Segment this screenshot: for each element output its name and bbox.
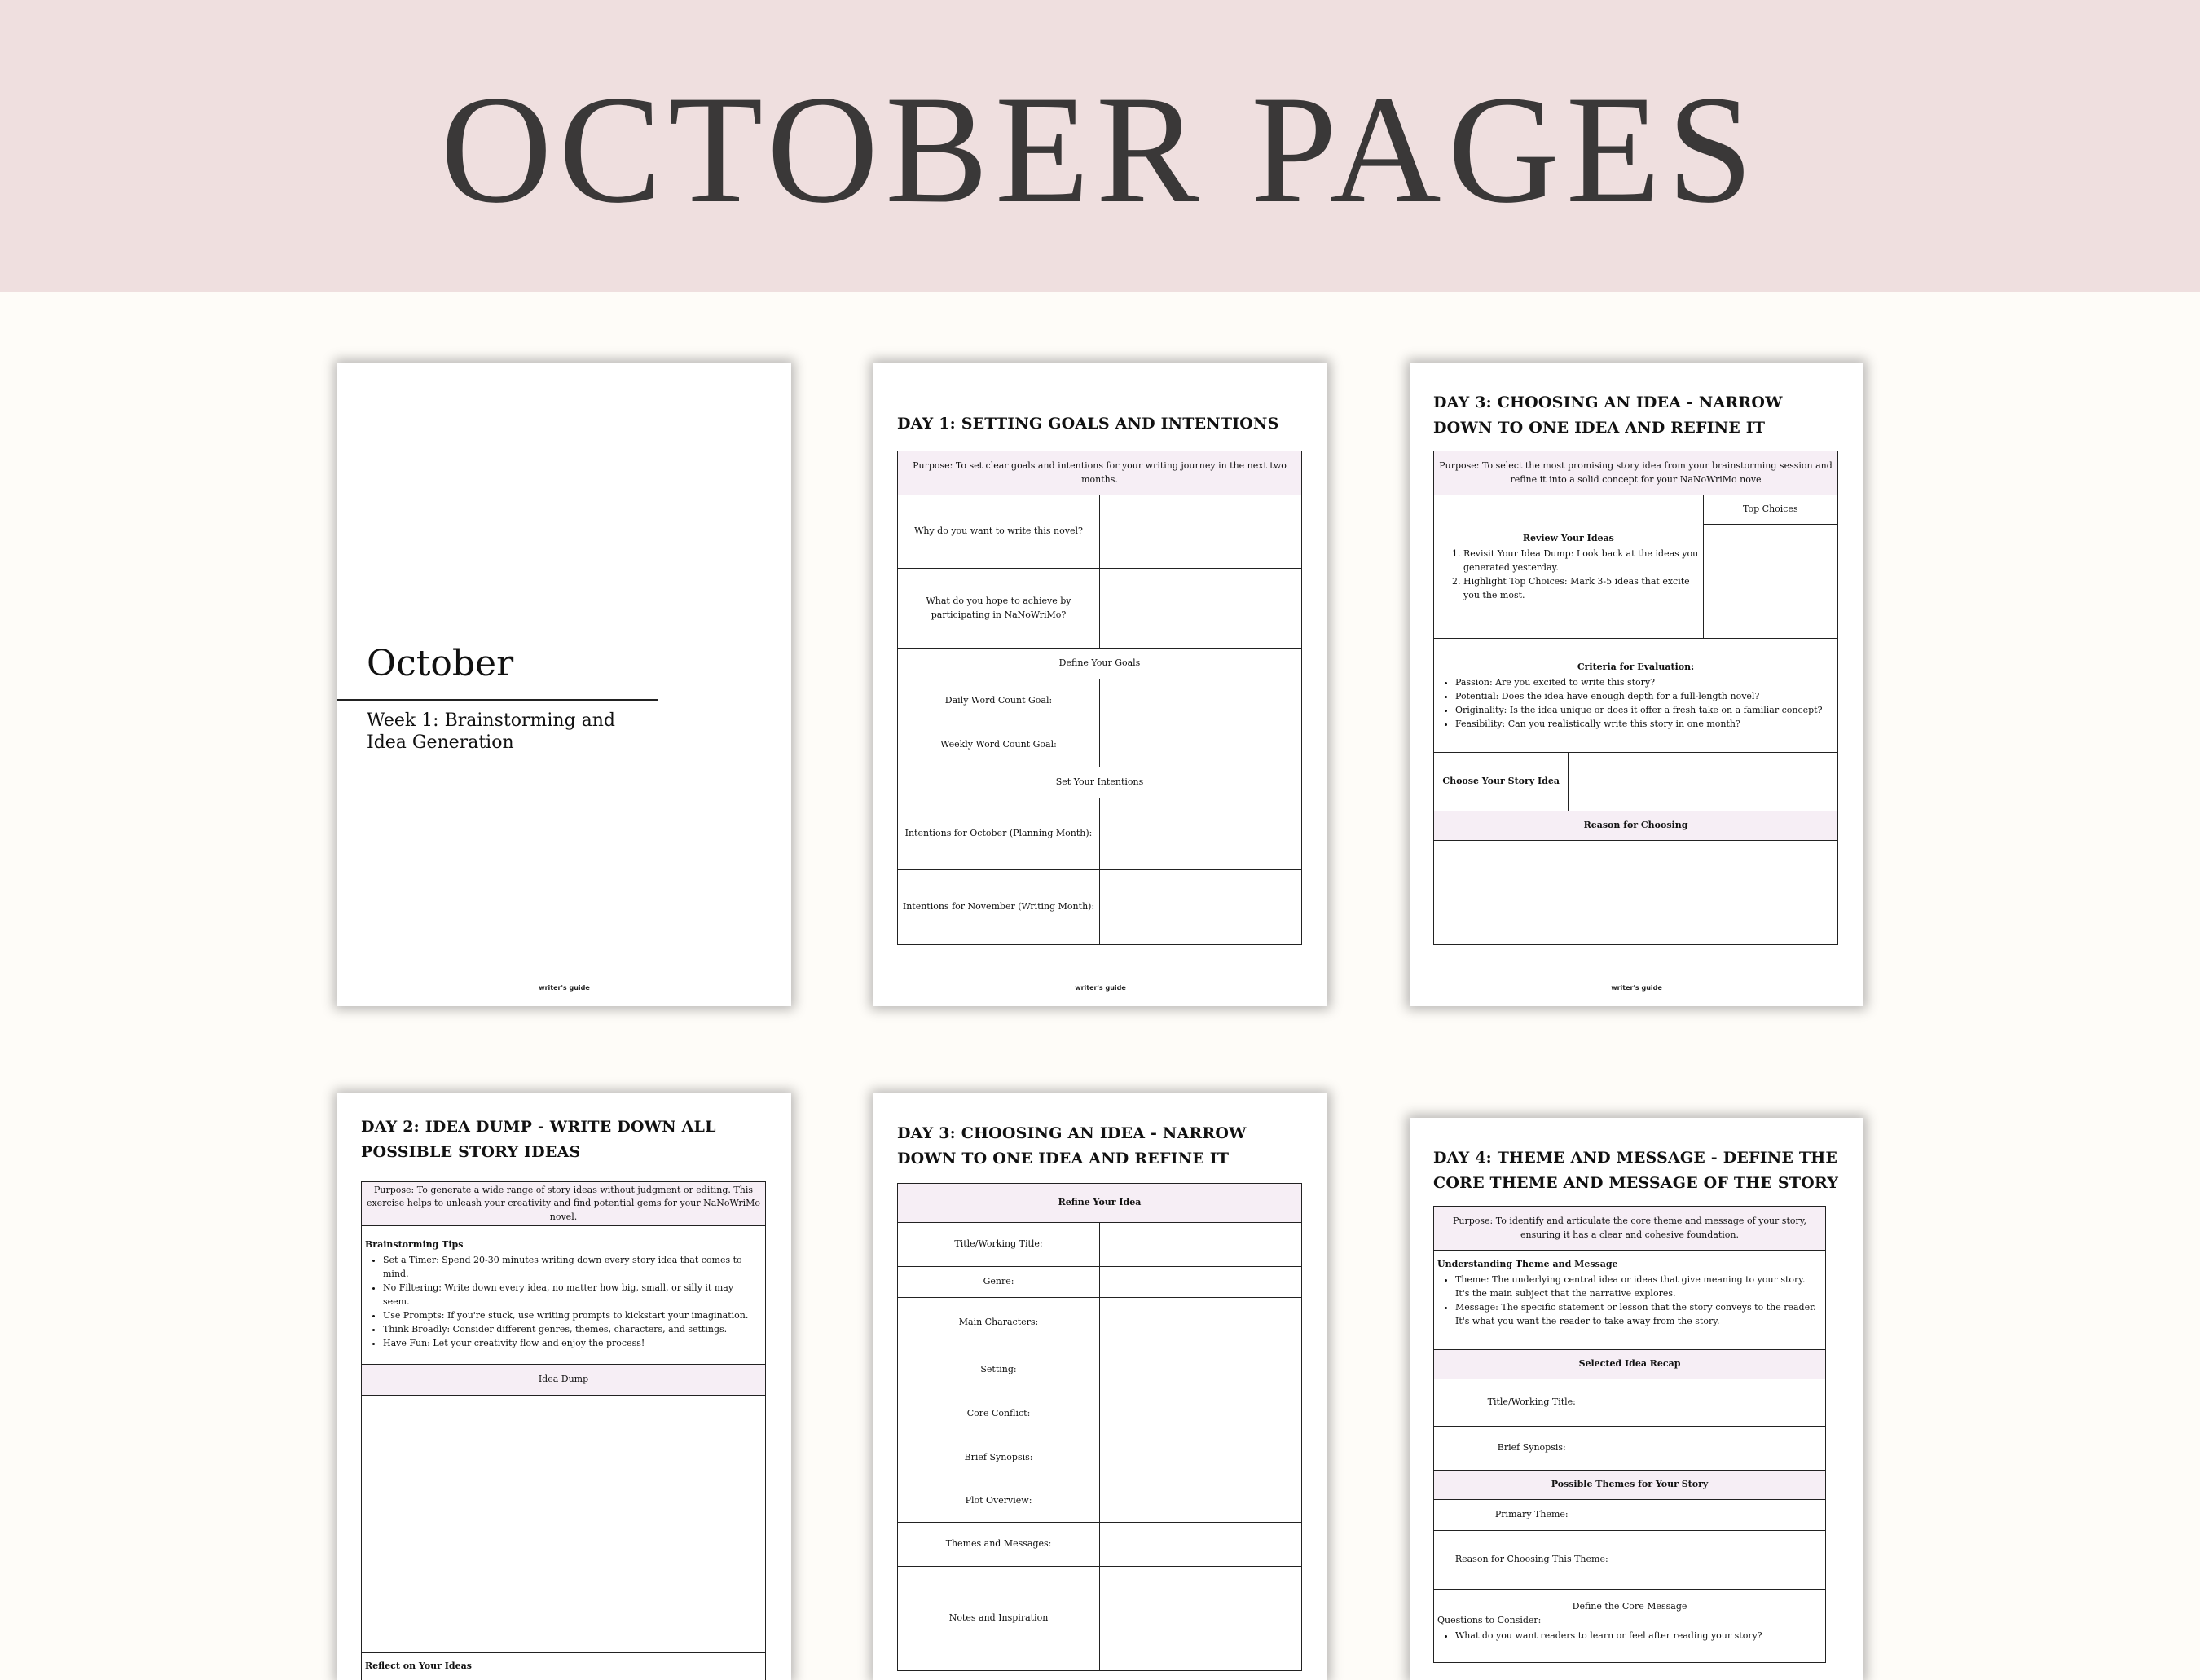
characters-label: Main Characters: — [898, 1298, 1100, 1348]
review-ideas-cell — [1434, 495, 1704, 639]
page-footer: writer's guide — [1410, 984, 1863, 992]
day1-hope-field[interactable] — [1100, 569, 1302, 649]
questions-label: Questions to Consider: — [1437, 1613, 1822, 1627]
primary-theme-field[interactable] — [1630, 1500, 1826, 1531]
theme-reason-label: Reason for Choosing This Theme: — [1434, 1531, 1630, 1590]
review-ideas-heading: Review Your Ideas — [1437, 531, 1700, 545]
list-item: • Potential: Does the idea have enough depth for a full-length novel? — [1455, 689, 1834, 703]
day1-worksheet — [897, 451, 1302, 945]
october-intentions-label: Intentions for October (Planning Month): — [898, 798, 1100, 870]
tips-cell — [362, 1226, 766, 1365]
list-item: 2. Highlight Top Choices: Mark 3-5 ideas that excite you the most. — [1463, 574, 1700, 602]
understanding-list — [1437, 1273, 1822, 1328]
core-message-heading: Define the Core Message — [1437, 1599, 1822, 1613]
conflict-field[interactable] — [1100, 1392, 1302, 1436]
day1-title: DAY 1: SETTING GOALS AND INTENTIONS — [897, 411, 1307, 437]
day3a-title: DAY 3: CHOOSING AN IDEA - NARROW DOWN TO ONE IDEA AND REFINE IT — [1433, 390, 1843, 441]
day3a-purpose: Purpose: To select the most promising story idea from your brainstorming session and refine it into a solid concept for your NaNoWriMo nove — [1434, 451, 1838, 495]
reflect-heading: Reflect on Your Ideas — [362, 1653, 766, 1680]
list-item: • Have Fun: Let your creativity flow and enjoy the process! — [383, 1336, 762, 1350]
set-intentions-heading: Set Your Intentions — [898, 767, 1302, 798]
page-footer: writer's guide — [873, 984, 1327, 992]
day1-hope-label: What do you hope to achieve by participating in NaNoWriMo? — [898, 569, 1100, 649]
october-intentions-field[interactable] — [1100, 798, 1302, 870]
core-message-cell — [1434, 1590, 1826, 1663]
list-item: • Use Prompts: If you're stuck, use writing prompts to kickstart your imagination. — [383, 1308, 762, 1322]
choose-idea-label: Choose Your Story Idea — [1434, 753, 1569, 811]
tips-list — [365, 1253, 762, 1350]
questions-list — [1437, 1629, 1822, 1643]
day4-worksheet — [1433, 1206, 1826, 1663]
cover-title: October — [367, 646, 513, 682]
day1-page — [873, 363, 1327, 1006]
recap-synopsis-label: Brief Synopsis: — [1434, 1427, 1630, 1471]
notes-field[interactable] — [1100, 1567, 1302, 1671]
themes-field[interactable] — [1100, 1523, 1302, 1567]
day2-page — [337, 1093, 791, 1680]
day3b-title: DAY 3: CHOOSING AN IDEA - NARROW DOWN TO ONE IDEA AND REFINE IT — [897, 1121, 1307, 1172]
day4-title: DAY 4: THEME AND MESSAGE - DEFINE THE CORE THEME AND MESSAGE OF THE STORY — [1433, 1146, 1843, 1196]
list-item: • Think Broadly: Consider different genres, themes, characters, and settings. — [383, 1322, 762, 1336]
divider — [337, 699, 658, 701]
list-item: 1. Revisit Your Idea Dump: Look back at the ideas you generated yesterday. — [1463, 547, 1700, 574]
header-banner — [0, 0, 2200, 292]
primary-theme-label: Primary Theme: — [1434, 1500, 1630, 1531]
define-goals-heading: Define Your Goals — [898, 649, 1302, 679]
weekly-goal-field[interactable] — [1100, 723, 1302, 767]
refine-heading: Refine Your Idea — [898, 1184, 1302, 1223]
day1-purpose: Purpose: To set clear goals and intentions for your writing journey in the next two months. — [898, 451, 1302, 495]
november-intentions-field[interactable] — [1100, 870, 1302, 945]
cover-subtitle: Week 1: Brainstorming and Idea Generation — [367, 710, 660, 754]
reason-heading: Reason for Choosing — [1434, 811, 1838, 841]
notes-label: Notes and Inspiration — [898, 1567, 1100, 1671]
list-item: • No Filtering: Write down every idea, no matter how big, small, or silly it may seem. — [383, 1281, 762, 1308]
themes-label: Themes and Messages: — [898, 1523, 1100, 1567]
title-label: Title/Working Title: — [898, 1223, 1100, 1267]
setting-field[interactable] — [1100, 1348, 1302, 1392]
list-item: • Feasibility: Can you realistically write this story in one month? — [1455, 717, 1834, 731]
day3a-worksheet — [1433, 451, 1838, 945]
recap-title-field[interactable] — [1630, 1379, 1826, 1427]
day4-purpose: Purpose: To identify and articulate the core theme and message of your story, ensuring it has a clear and cohesive foundation. — [1434, 1207, 1826, 1251]
day3-refine-page — [873, 1093, 1327, 1680]
genre-label: Genre: — [898, 1267, 1100, 1298]
day4-page — [1410, 1118, 1863, 1680]
page-footer: writer's guide — [337, 984, 791, 992]
top-choices-field[interactable] — [1703, 525, 1837, 639]
day2-title: DAY 2: IDEA DUMP - WRITE DOWN ALL POSSIBLE STORY IDEAS — [361, 1115, 771, 1165]
daily-goal-field[interactable] — [1100, 679, 1302, 723]
list-item: • Set a Timer: Spend 20-30 minutes writing down every story idea that comes to mind. — [383, 1253, 762, 1281]
understanding-heading: Understanding Theme and Message — [1437, 1257, 1822, 1271]
tips-heading: Brainstorming Tips — [365, 1238, 762, 1251]
genre-field[interactable] — [1100, 1267, 1302, 1298]
day3b-worksheet — [897, 1183, 1302, 1671]
criteria-list — [1437, 675, 1834, 731]
daily-goal-label: Daily Word Count Goal: — [898, 679, 1100, 723]
list-item: • Originality: Is the idea unique or does it offer a fresh take on a familiar concept? — [1455, 703, 1834, 717]
criteria-heading: Criteria for Evaluation: — [1437, 660, 1834, 674]
choose-idea-field[interactable] — [1569, 753, 1838, 811]
idea-dump-heading: Idea Dump — [362, 1365, 766, 1396]
conflict-label: Core Conflict: — [898, 1392, 1100, 1436]
review-ideas-list — [1437, 547, 1700, 602]
recap-synopsis-field[interactable] — [1630, 1427, 1826, 1471]
list-item: • Passion: Are you excited to write this story? — [1455, 675, 1834, 689]
list-item: • Theme: The underlying central idea or ideas that give meaning to your story. It's the main subject that the narrative explores. — [1455, 1273, 1822, 1300]
day1-why-field[interactable] — [1100, 495, 1302, 569]
characters-field[interactable] — [1100, 1298, 1302, 1348]
day3-choose-page — [1410, 363, 1863, 1006]
recap-title-label: Title/Working Title: — [1434, 1379, 1630, 1427]
criteria-cell — [1434, 639, 1838, 753]
recap-heading: Selected Idea Recap — [1434, 1350, 1826, 1379]
page-title: OCTOBER PAGES — [440, 73, 1759, 227]
understanding-cell — [1434, 1251, 1826, 1350]
plot-label: Plot Overview: — [898, 1480, 1100, 1523]
top-choices-heading: Top Choices — [1703, 495, 1837, 525]
list-item: • Message: The specific statement or lesson that the story conveys to the reader. It's what you want the reader to take away from the story. — [1455, 1300, 1822, 1328]
title-field[interactable] — [1100, 1223, 1302, 1267]
theme-reason-field[interactable] — [1630, 1531, 1826, 1590]
reason-field[interactable] — [1434, 841, 1838, 945]
day2-worksheet — [361, 1181, 766, 1680]
day1-why-label: Why do you want to write this novel? — [898, 495, 1100, 569]
day2-purpose: Purpose: To generate a wide range of story ideas without judgment or editing. This exercise helps to unleash your creativity and find potential gems for your NaNoWriMo novel. — [362, 1182, 766, 1226]
themes-heading: Possible Themes for Your Story — [1434, 1471, 1826, 1500]
weekly-goal-label: Weekly Word Count Goal: — [898, 723, 1100, 767]
idea-dump-field[interactable] — [362, 1396, 766, 1653]
synopsis-label: Brief Synopsis: — [898, 1436, 1100, 1480]
plot-field[interactable] — [1100, 1480, 1302, 1523]
november-intentions-label: Intentions for November (Writing Month): — [898, 870, 1100, 945]
setting-label: Setting: — [898, 1348, 1100, 1392]
list-item: • What do you want readers to learn or feel after reading your story? — [1455, 1629, 1822, 1643]
cover-page — [337, 363, 791, 1006]
synopsis-field[interactable] — [1100, 1436, 1302, 1480]
